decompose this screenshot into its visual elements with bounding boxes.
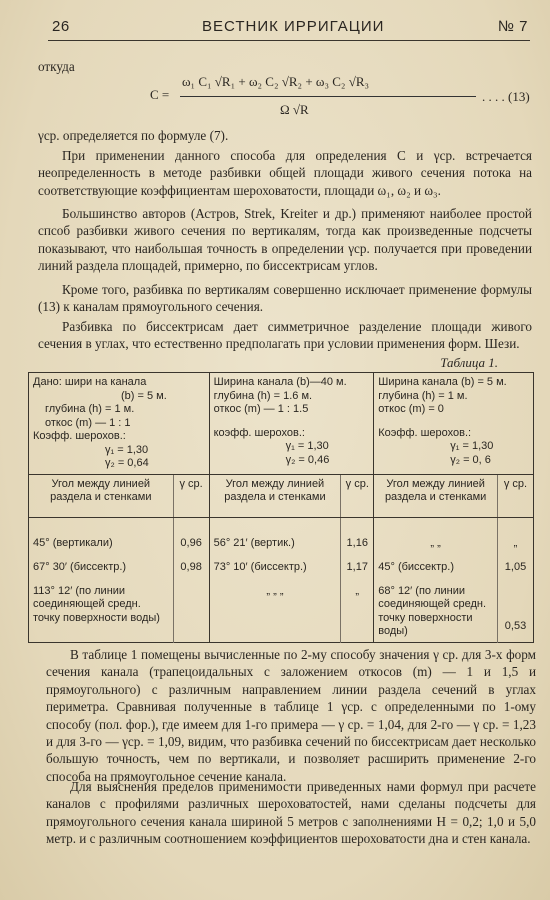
formula-lhs: C = bbox=[150, 87, 170, 102]
angle-cell: 56° 21′ (вертик.) bbox=[209, 534, 341, 558]
page-number: 26 bbox=[52, 18, 70, 35]
g1-line: γ₁ = 1,30 bbox=[105, 443, 149, 456]
page-header bbox=[52, 18, 528, 40]
gamma-cell: 1,17 bbox=[341, 558, 374, 582]
g2-line: Ширина канала (b)—40 м. bbox=[213, 376, 347, 388]
gamma-cell: 1,16 bbox=[341, 534, 374, 558]
g3-line: γ₁ = 1,30 bbox=[450, 440, 494, 452]
paragraph-3: Большинство авторов (Астров, Strek, Kreiter и др.) применяют наиболее простой спсоб разбивки живого сечения по вертикалям, тогда как произведенные подсчеты показывают, что наибольшая точность в определении γср. получается при проведении линий раздела площадей, примерно, по биссектрисам углов. bbox=[38, 206, 532, 274]
gamma-cell: „ bbox=[498, 534, 534, 558]
g1-line: γ₂ = 0,64 bbox=[105, 457, 149, 469]
issue-number: № 7 bbox=[497, 18, 528, 35]
angle-cell: 67° 30′ (биссектр.) bbox=[33, 560, 127, 573]
g1-line: (b) = 5 м. bbox=[121, 389, 167, 402]
group-1-given bbox=[29, 373, 210, 475]
header-rule bbox=[48, 40, 530, 41]
g3-line: γ₂ = 0, 6 bbox=[450, 453, 491, 466]
journal-title: ВЕСТНИК ИРРИГАЦИИ bbox=[202, 18, 385, 35]
g3-line: Ширина канала (b) = 5 м. bbox=[378, 376, 507, 388]
formula-13 bbox=[150, 72, 530, 122]
table-caption: Таблица 1. bbox=[440, 355, 498, 370]
col-header-gamma: γ ср. bbox=[341, 474, 374, 517]
formula-denominator: Ω √R bbox=[280, 102, 309, 117]
g2-line: откос (m) — 1 : 1.5 bbox=[213, 403, 309, 415]
g1-line: откос (m) — 1 : 1 bbox=[45, 416, 131, 429]
formula-numerator: ω₁ C₁ √R₁ + ω₂ C₂ √R₂ + ω₃ C₂ √R₃ bbox=[182, 74, 370, 89]
table-column-headers bbox=[29, 474, 534, 517]
g1-line: Коэфф. шерохов.: bbox=[33, 430, 126, 442]
col-header-gamma: γ ср. bbox=[498, 474, 534, 517]
angle-cell: 113° 12′ (по линии соединяющей средн. точку поверхности воды) bbox=[33, 584, 160, 624]
angle-cell: 45° (биссектр.) bbox=[374, 558, 498, 582]
g2-line: γ₁ = 1,30 bbox=[285, 440, 329, 452]
g3-line: откос (m) = 0 bbox=[378, 403, 444, 415]
gamma-cell: 1,05 bbox=[498, 558, 534, 582]
g2-line: γ₂ = 0,46 bbox=[285, 453, 330, 466]
angle-cell: 73° 10′ (биссектр.) bbox=[209, 558, 341, 582]
paragraph-4: Кроме того, разбивка по вертикалям совершенно исключает применение формулы (13) к каналам прямоугольного сечения. bbox=[38, 282, 532, 315]
gamma-cell: 0,98 bbox=[173, 558, 209, 582]
g3-line: Коэфф. шерохов.: bbox=[378, 426, 472, 439]
table-row bbox=[29, 534, 534, 558]
gamma-cell: 0,53 bbox=[498, 582, 534, 643]
formula-number: . . . . (13) bbox=[482, 89, 530, 104]
text-otkuda: откуда bbox=[38, 59, 75, 74]
angle-cell: „ „ „ bbox=[209, 582, 341, 643]
col-header-angle: Угол между линией раздела и стенками bbox=[29, 474, 174, 517]
paragraph-7: Для выяснения пределов применимости приведенных нами формул при расчете каналов с профилями различных шероховатостей, нами сделаны подсчеты для прямоугольного сечения канала шириной 5 метров с заполнениями H = 0,2; 1,0 и 5,0 метр. и с различным соотношением коэффициентов шероховатости дна и стен канала. bbox=[46, 779, 536, 847]
g2-line: коэфф. шерохов.: bbox=[213, 426, 305, 439]
gamma-cell: „ bbox=[341, 582, 374, 643]
g1-line: глубина (h) = 1 м. bbox=[45, 403, 135, 415]
angle-cell: 68° 12′ (по линии соединяющей средн. точку поверхности воды) bbox=[374, 582, 498, 643]
paragraph-6: В таблице 1 помещены вычисленные по 2-му способу значения γ ср. для 3-х форм сечения канала (трапецоидальных с заложением откосов (m) — 1 и 1,5 и прямоугольного) с различным направлением линии раздела сечений в углах периметра. Сравнивая полученные в таблице 1 γср. с определенными по 1-ому способу (пол. фор.), где имеем для 1-го примера — γ ср. = 1,04, для 2-го — γ ср. = 1,23 и для 3-го — γср. = 1,09, видим, что разбивка сечений по биссектрисам дает несколько большую точность, чем по вертикали, и позволяет расширить применение 2-го способа на прямоугольное сечение канала. bbox=[46, 647, 536, 784]
gamma-cell: 0,96 bbox=[173, 534, 209, 558]
fraction-bar bbox=[180, 96, 476, 97]
table-row bbox=[29, 558, 534, 582]
paragraph-1: γср. определяется по формуле (7). bbox=[38, 128, 229, 143]
col-header-angle: Угол между линией раздела и стенками bbox=[374, 474, 498, 517]
g2-line: глубина (h) = 1.6 м. bbox=[213, 389, 313, 402]
table-row bbox=[29, 582, 534, 643]
table-given-row bbox=[29, 373, 534, 475]
gamma-cell bbox=[173, 582, 209, 643]
col-header-gamma: γ ср. bbox=[173, 474, 209, 517]
angle-cell: „ „ bbox=[374, 534, 498, 558]
paragraph-2: При применении данного способа для определения C и γср. встречается неопределенность в методе разбивки общей площади живого сечения потока на соответствующие коэффициентам шероховатости, площади ω₁, ω₂ и ω₃. bbox=[38, 148, 532, 198]
col-header-angle: Угол между линией раздела и стенками bbox=[209, 474, 341, 517]
table-1 bbox=[28, 372, 534, 643]
group-2-given bbox=[209, 373, 374, 475]
g1-line: Дано: шири на канала bbox=[33, 376, 147, 388]
g3-line: глубина (h) = 1 м. bbox=[378, 389, 468, 402]
group-3-given bbox=[374, 373, 534, 475]
angle-cell: 45° (вертикали) bbox=[33, 536, 113, 549]
paragraph-5: Разбивка по биссектрисам дает симметричное разделение площади живого сечения в углах, что естественно предполагать при условии применения форм. Шези. bbox=[38, 319, 532, 352]
